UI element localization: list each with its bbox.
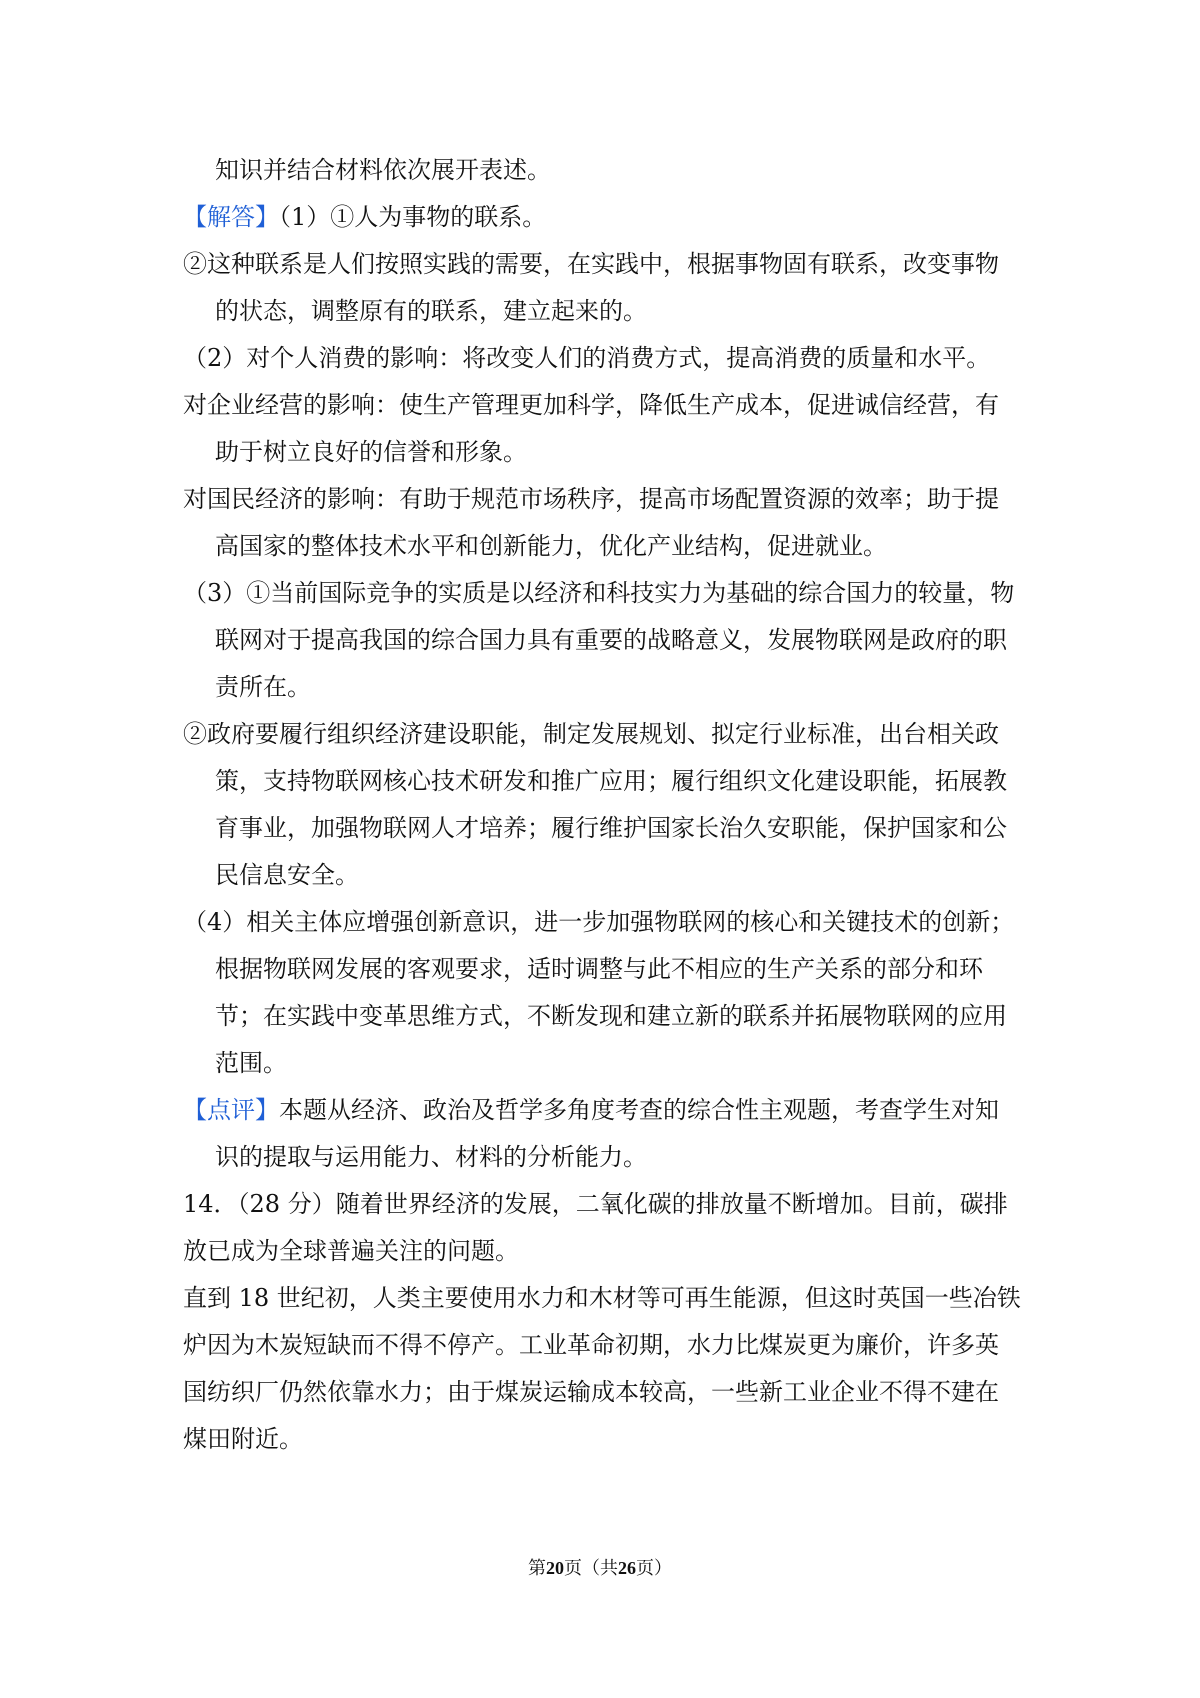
line-text: 本题从经济、政治及哲学多角度考查的综合性主观题，考查学生对知	[279, 1096, 999, 1124]
body-line	[183, 576, 1014, 610]
body-line	[215, 623, 1007, 657]
line-text: ②这种联系是人们按照实践的需要，在实践中，根据事物固有联系，改变事物	[183, 250, 999, 278]
line-text: 知识并结合材料依次展开表述。	[215, 156, 551, 184]
line-text: 责所在。	[215, 673, 311, 701]
body-line	[183, 1281, 1021, 1315]
footer-prefix: 第	[528, 1558, 546, 1579]
body-line	[215, 529, 887, 563]
body-line	[215, 999, 1007, 1033]
footer-page-number: 20	[546, 1558, 564, 1578]
line-text: 炉因为木炭短缺而不得不停产。工业革命初期，水力比煤炭更为廉价，许多英	[183, 1331, 999, 1359]
body-line	[183, 482, 999, 516]
line-text: 煤田附近。	[183, 1425, 303, 1453]
line-text: 对国民经济的影响：有助于规范市场秩序，提高市场配置资源的效率；助于提	[183, 485, 999, 513]
comment-tag: 【点评】	[183, 1096, 279, 1124]
line-text: 民信息安全。	[215, 861, 359, 889]
body-line	[183, 388, 999, 422]
line-text: 策，支持物联网核心技术研发和推广应用；履行组织文化建设职能，拓展教	[215, 767, 1007, 795]
line-text: 14．（28 分）随着世界经济的发展，二氧化碳的排放量不断增加。目前，碳排	[183, 1190, 1008, 1218]
line-text: 助于树立良好的信誉和形象。	[215, 438, 527, 466]
line-text: 识的提取与运用能力、材料的分析能力。	[215, 1143, 647, 1171]
line-text: 国纺织厂仍然依靠水力；由于煤炭运输成本较高，一些新工业企业不得不建在	[183, 1378, 999, 1406]
body-line	[215, 858, 359, 892]
line-text: （2）对个人消费的影响：将改变人们的消费方式，提高消费的质量和水平。	[183, 344, 991, 372]
body-line	[215, 1140, 647, 1174]
line-text: 节；在实践中变革思维方式，不断发现和建立新的联系并拓展物联网的应用	[215, 1002, 1007, 1030]
footer-total-pages: 26	[618, 1558, 636, 1578]
body-line	[183, 341, 990, 375]
line-text: ②政府要履行组织经济建设职能，制定发展规划、拟定行业标准，出台相关政	[183, 720, 999, 748]
line-text: （4）相关主体应增强创新意识，进一步加强物联网的核心和关键技术的创新；	[183, 908, 1015, 936]
line-text: 育事业，加强物联网人才培养；履行维护国家长治久安职能，保护国家和公	[215, 814, 1007, 842]
answer-heading-line	[183, 200, 546, 234]
body-line	[183, 1328, 999, 1362]
body-line	[215, 764, 1007, 798]
line-text: 联网对于提高我国的综合国力具有重要的战略意义，发展物联网是政府的职	[215, 626, 1007, 654]
line-text: 高国家的整体技术水平和创新能力，优化产业结构，促进就业。	[215, 532, 887, 560]
answer-tag: 【解答】	[183, 203, 279, 231]
line-text: 放已成为全球普遍关注的问题。	[183, 1237, 519, 1265]
body-line	[215, 811, 1007, 845]
question-line	[183, 1187, 1008, 1221]
body-line	[183, 1422, 303, 1456]
body-line	[215, 952, 983, 986]
body-line	[183, 905, 1014, 939]
body-line	[215, 435, 527, 469]
body-line	[183, 717, 999, 751]
line-text: 根据物联网发展的客观要求，适时调整与此不相应的生产关系的部分和环	[215, 955, 983, 983]
body-line	[183, 1234, 519, 1268]
comment-heading-line	[183, 1093, 999, 1127]
page-footer	[0, 1556, 1200, 1581]
line-text: 对企业经营的影响：使生产管理更加科学，降低生产成本，促进诚信经营，有	[183, 391, 999, 419]
body-line	[215, 153, 551, 187]
body-line	[215, 670, 311, 704]
line-text: 范围。	[215, 1049, 287, 1077]
footer-middle: 页（共	[564, 1558, 618, 1579]
body-line	[215, 1046, 287, 1080]
line-text: （1）①人为事物的联系。	[279, 203, 547, 231]
line-text: 的状态，调整原有的联系，建立起来的。	[215, 297, 647, 325]
body-line	[215, 294, 647, 328]
line-text: 直到 18 世纪初，人类主要使用水力和木材等可再生能源，但这时英国一些冶铁	[183, 1284, 1021, 1312]
line-text: （3）①当前国际竞争的实质是以经济和科技实力为基础的综合国力的较量，物	[183, 579, 1015, 607]
body-line	[183, 247, 999, 281]
body-line	[183, 1375, 999, 1409]
footer-suffix: 页）	[636, 1558, 672, 1579]
